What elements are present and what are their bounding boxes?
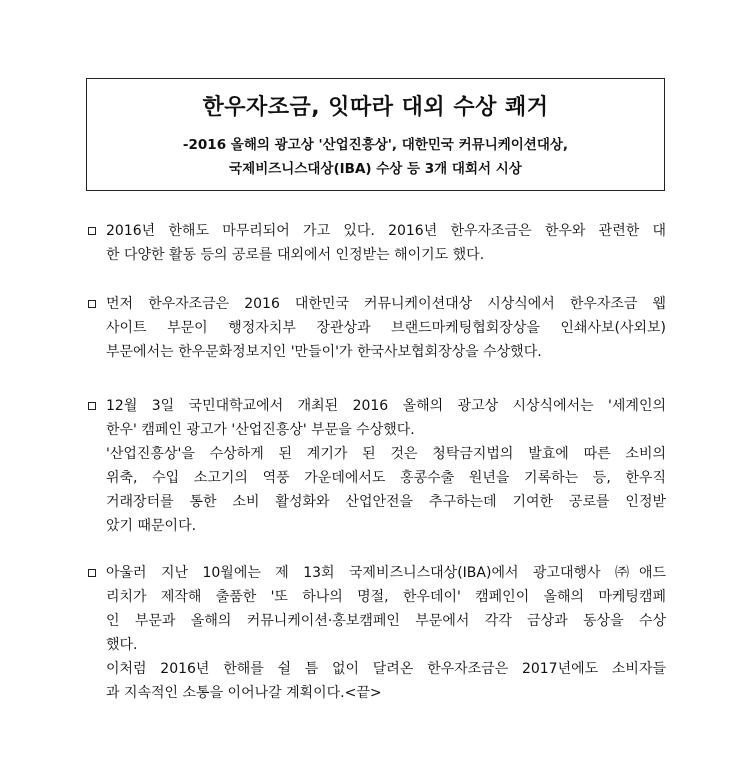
bullet-square-icon xyxy=(88,227,96,235)
page-title: 한우자조금, 잇따라 대외 수상 쾌거 xyxy=(202,95,549,120)
paragraph-4 xyxy=(88,562,668,704)
paragraph-3 xyxy=(88,395,668,537)
paragraph-line: 리치가 제작해 출품한 '또 하나의 명절, 한우데이' 캠페인이 올해의 마케팅캠페 xyxy=(106,589,666,605)
paragraph-line: 했다. xyxy=(106,637,138,653)
paragraph-line: 부문에서는 한우문화정보지인 '만들이'가 한국사보협회장상을 수상했다. xyxy=(106,344,542,360)
paragraph-line: 12월 3일 국민대학교에서 개최된 2016 올해의 광고상 시상식에서는 '세계인의 xyxy=(106,398,666,414)
title-box xyxy=(86,78,665,191)
paragraph-line: '산업진흥상'을 수상하게 된 계기가 된 것은 청탁금지법의 발효에 따른 소비의 xyxy=(106,446,666,462)
paragraph-2 xyxy=(88,293,668,363)
paragraph-line: 사이트 부문이 행정자치부 장관상과 브랜드마케팅협회장상을 인쇄사보(사외보) xyxy=(106,320,666,336)
paragraph-line: 2016년 한해도 마무리되어 가고 있다. 2016년 한우자조금은 한우와 관련한 대 xyxy=(106,223,666,239)
paragraph-1 xyxy=(88,220,668,264)
bullet-square-icon xyxy=(88,402,96,410)
paragraph-line: 인 부문과 올해의 커뮤니케이션·홍보캠페인 부문에서 각각 금상과 동상을 수상 xyxy=(106,613,666,629)
paragraph-line: 먼저 한우자조금은 2016 대한민국 커뮤니케이션대상 시상식에서 한우자조금 웹 xyxy=(106,296,666,312)
paragraph-line: 아울러 지난 10월에는 제 13회 국제비즈니스대상(IBA)에서 광고대행사 ㈜애드 xyxy=(106,565,666,581)
bullet-square-icon xyxy=(88,300,96,308)
paragraph-line: 이처럼 2016년 한해를 쉴 틈 없이 달려온 한우자조금은 2017년에도 소비자들 xyxy=(106,661,666,677)
paragraph-line: 았기 때문이다. xyxy=(106,518,197,534)
bullet-square-icon xyxy=(88,569,96,577)
paragraph-line: 과 지속적인 소통을 이어나갈 계획이다.<끝> xyxy=(106,685,382,701)
subtitle-line-2: 국제비즈니스대상(IBA) 수상 등 3개 대회서 시상 xyxy=(229,161,522,177)
paragraph-line: 한우' 캠페인 광고가 '산업진흥상' 부문을 수상했다. xyxy=(106,422,415,438)
paragraph-line: 한 다양한 활동 등의 공로를 대외에서 인정받는 해이기도 했다. xyxy=(106,247,485,263)
subtitle-line-1: -2016 올해의 광고상 '산업진흥상', 대한민국 커뮤니케이션대상, xyxy=(182,137,569,153)
paragraph-line: 위축, 수입 소고기의 역풍 가운데에서도 홍콩수출 원년을 기록하는 등, 한우직 xyxy=(106,470,666,486)
paragraph-line: 거래장터를 통한 소비 활성화와 산업안전을 추구하는데 기여한 공로를 인정받 xyxy=(106,494,666,510)
